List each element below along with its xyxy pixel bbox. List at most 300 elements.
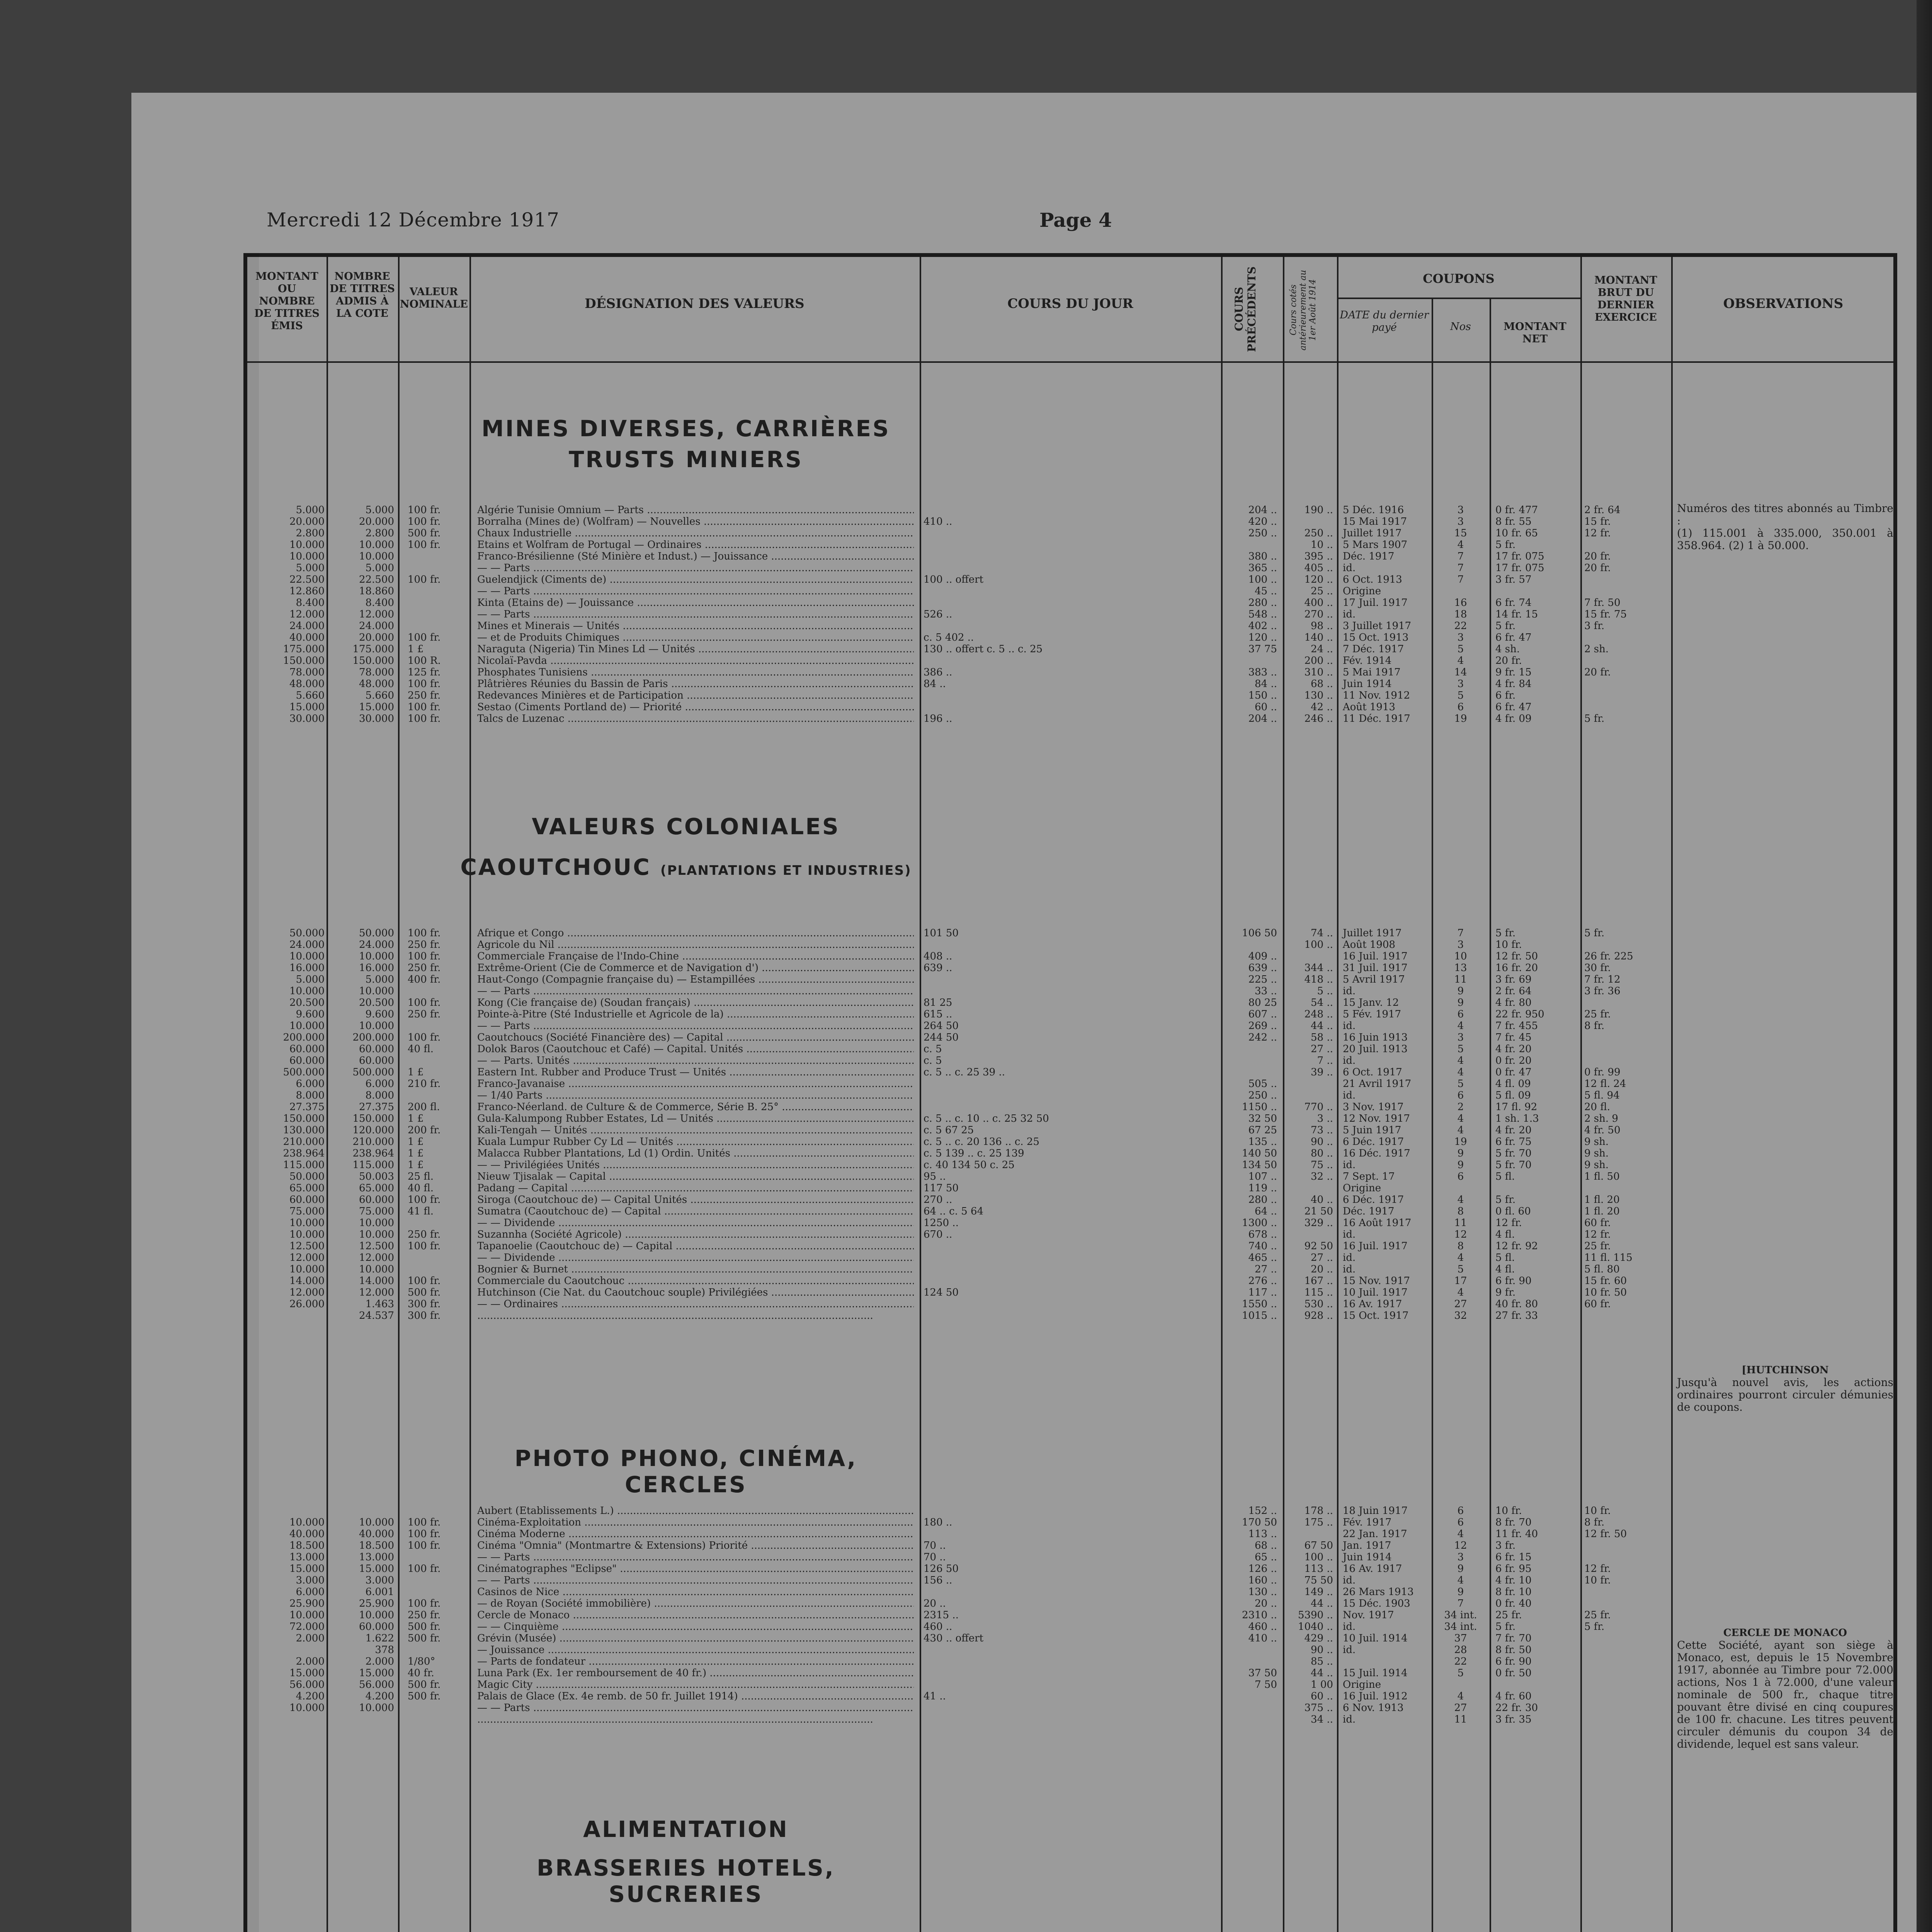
row-admis: 10.000 — [359, 951, 394, 962]
table-row — [0, 1009, 1893, 1020]
row-cours-ant: 58 .. — [1311, 1032, 1333, 1043]
row-admis: 200.000 — [352, 1032, 394, 1043]
row-cours-prec: 250 .. — [1248, 527, 1277, 539]
row-emis: 500.000 — [283, 1066, 325, 1078]
row-cours-prec: 204 .. — [1248, 504, 1277, 516]
table-row — [0, 1078, 1893, 1090]
row-designation: Cinéma-Exploitation ..... — [477, 1517, 914, 1528]
row-coupon-net: 4 fr. 10 — [1495, 1575, 1532, 1586]
header-valeur: VALEUR NOMINALE — [400, 286, 468, 310]
table-row — [0, 1055, 1893, 1066]
row-brut: 60 fr. — [1584, 1217, 1611, 1229]
row-cours-ant: 75 50 — [1304, 1575, 1333, 1586]
row-coupon-no: 3 — [1457, 516, 1464, 527]
row-designation: Cinématographes "Eclipse" ..... — [477, 1563, 914, 1575]
row-cours-prec: 135 .. — [1248, 1136, 1277, 1148]
row-nominal: 250 fr. — [408, 1229, 441, 1240]
table-row — [0, 1551, 1893, 1563]
row-cours-prec: 80 25 — [1248, 997, 1277, 1009]
row-coupon-no: 8 — [1457, 1206, 1464, 1217]
row-coupon-date: id. — [1343, 1020, 1356, 1032]
row-coupon-net: 10 fr. 65 — [1495, 527, 1538, 539]
row-cours-jour: 264 50 — [923, 1020, 959, 1032]
row-nominal: 125 fr. — [408, 667, 441, 678]
row-emis: 12.000 — [289, 1287, 325, 1298]
row-coupon-no: 4 — [1457, 1287, 1464, 1298]
row-nominal: 1 £ — [408, 1148, 424, 1159]
row-admis: 20.500 — [359, 997, 394, 1009]
row-admis: 16.000 — [359, 962, 394, 974]
obs-monaco — [1677, 1627, 1893, 1750]
row-coupon-date: Déc. 1917 — [1343, 551, 1395, 562]
row-designation: Mines et Minerais — Unités ..... — [477, 620, 914, 632]
row-coupon-no: 7 — [1457, 574, 1464, 585]
row-coupon-date: Nov. 1917 — [1343, 1609, 1394, 1621]
row-coupon-no: 9 — [1457, 985, 1464, 997]
row-nominal: 1 £ — [408, 1159, 424, 1171]
row-designation: Plâtrières Réunies du Bassin de Paris ..... — [477, 678, 914, 690]
row-admis: 1.622 — [365, 1633, 394, 1644]
row-coupon-date: 6 Déc. 1917 — [1343, 1194, 1404, 1206]
coupons-rule — [1337, 298, 1580, 299]
row-admis: 15.000 — [359, 1667, 394, 1679]
row-coupon-net: 11 fr. 40 — [1495, 1528, 1538, 1540]
row-emis: 5.000 — [296, 562, 325, 574]
row-coupon-net: 4 fr. 09 — [1495, 713, 1532, 724]
row-cours-jour: 95 .. — [923, 1171, 946, 1182]
row-coupon-net: 6 fr. 90 — [1495, 1656, 1532, 1667]
row-admis: 500.000 — [352, 1066, 394, 1078]
row-designation: — — Parts ..... — [477, 985, 914, 997]
row-coupon-date: Juin 1914 — [1343, 678, 1392, 690]
row-coupon-net: 9 fr. 15 — [1495, 667, 1532, 678]
row-cours-jour: 386 .. — [923, 667, 952, 678]
row-cours-prec: 365 .. — [1248, 562, 1277, 574]
row-emis: 175.000 — [283, 643, 325, 655]
row-cours-ant: 190 .. — [1304, 504, 1333, 516]
row-designation: — — Parts ..... — [477, 1551, 914, 1563]
row-coupon-date: 7 Sept. 17 — [1343, 1171, 1395, 1182]
row-cours-ant: 92 50 — [1304, 1240, 1333, 1252]
row-cours-prec: 45 .. — [1255, 585, 1277, 597]
row-cours-prec: 134 50 — [1242, 1159, 1277, 1171]
section-subtitle-main: CAOUTCHOUC — [460, 854, 651, 880]
header-brut: MONTANT BRUT DU DERNIER EXERCICE — [1594, 274, 1657, 323]
row-brut: 4 fr. 50 — [1584, 1124, 1621, 1136]
row-cours-ant: 250 .. — [1304, 527, 1333, 539]
row-admis: 175.000 — [352, 643, 394, 655]
row-coupon-net: 5 fr. — [1495, 539, 1516, 551]
row-nominal: 100 fr. — [408, 1275, 441, 1287]
table-row — [0, 1240, 1893, 1252]
row-coupon-no: 3 — [1457, 939, 1464, 951]
row-emis: 6.000 — [296, 1586, 325, 1598]
row-admis: 12.000 — [359, 1287, 394, 1298]
row-cours-ant: 34 .. — [1311, 1714, 1333, 1725]
row-cours-prec: 607 .. — [1248, 1009, 1277, 1020]
row-nominal: 250 fr. — [408, 1009, 441, 1020]
row-nominal: 100 fr. — [408, 951, 441, 962]
row-emis: 10.000 — [289, 1702, 325, 1714]
row-cours-ant: 1040 .. — [1298, 1621, 1333, 1633]
row-admis: 24.537 — [359, 1310, 394, 1321]
row-coupon-no: 4 — [1457, 1690, 1464, 1702]
row-coupon-date: id. — [1343, 609, 1356, 620]
row-coupon-date: Origine — [1343, 1679, 1381, 1690]
table-row — [0, 951, 1893, 962]
row-admis: 10.000 — [359, 539, 394, 551]
table-row — [0, 713, 1893, 724]
row-designation: Haut-Congo (Compagnie française du) — Estampillées ..... — [477, 974, 914, 985]
row-coupon-no: 12 — [1454, 1540, 1467, 1551]
row-admis: 50.000 — [359, 927, 394, 939]
table-row — [0, 1633, 1893, 1644]
row-admis: 210.000 — [352, 1136, 394, 1148]
row-cours-ant: 149 .. — [1304, 1586, 1333, 1598]
row-cours-jour: 41 .. — [923, 1690, 946, 1702]
row-brut: 12 fr. — [1584, 1563, 1611, 1575]
row-nominal: 40 fl. — [408, 1182, 434, 1194]
row-cours-jour: c. 5 .. c. 20 136 .. c. 25 — [923, 1136, 1039, 1148]
row-coupon-net: 8 fr. 55 — [1495, 516, 1532, 527]
row-nominal: 500 fr. — [408, 1690, 441, 1702]
table-row — [0, 1702, 1893, 1714]
row-cours-prec: 1015 .. — [1242, 1310, 1277, 1321]
row-coupon-net: 6 fr. 74 — [1495, 597, 1532, 609]
row-cours-prec: 33 .. — [1255, 985, 1277, 997]
row-admis: 10.000 — [359, 1702, 394, 1714]
row-coupon-date: Déc. 1917 — [1343, 1206, 1395, 1217]
row-nominal: 100 fr. — [408, 539, 441, 551]
row-brut: 0 fr. 99 — [1584, 1066, 1621, 1078]
row-cours-prec: 276 .. — [1248, 1275, 1277, 1287]
row-designation: Cercle de Monaco ..... — [477, 1609, 914, 1621]
row-coupon-net: 4 fl. — [1495, 1264, 1515, 1275]
row-designation: Bognier & Burnet ..... — [477, 1264, 914, 1275]
row-nominal: 100 fr. — [408, 1528, 441, 1540]
row-coupon-no: 4 — [1457, 1113, 1464, 1124]
row-admis: 12.000 — [359, 1252, 394, 1264]
row-nominal: 500 fr. — [408, 1287, 441, 1298]
row-coupon-date: 15 Oct. 1913 — [1343, 632, 1409, 643]
row-brut: 10 fr. — [1584, 1575, 1611, 1586]
row-brut: 1 fl. 50 — [1584, 1171, 1620, 1182]
row-brut: 25 fr. — [1584, 1609, 1611, 1621]
row-coupon-no: 4 — [1457, 1055, 1464, 1066]
row-designation: — — Parts ..... — [477, 1020, 914, 1032]
row-emis: 65.000 — [289, 1182, 325, 1194]
row-coupon-net: 8 fr. 10 — [1495, 1586, 1532, 1598]
row-brut: 12 fr. — [1584, 527, 1611, 539]
page-number: Page 4 — [1039, 209, 1112, 231]
row-cours-prec: 410 .. — [1248, 1633, 1277, 1644]
table-row — [0, 504, 1893, 516]
row-brut: 5 fr. — [1584, 1621, 1605, 1633]
row-coupon-date: id. — [1343, 1252, 1356, 1264]
row-coupon-date: 22 Jan. 1917 — [1343, 1528, 1407, 1540]
row-emis: 4.200 — [296, 1690, 325, 1702]
row-cours-prec: 100 .. — [1248, 574, 1277, 585]
row-designation: Naraguta (Nigeria) Tin Mines Ld — Unités ..... — [477, 643, 914, 655]
row-brut: 2 sh. 9 — [1584, 1113, 1618, 1124]
row-cours-ant: 67 50 — [1304, 1540, 1333, 1551]
row-cours-jour: 70 .. — [923, 1551, 946, 1563]
row-designation: Kali-Tengah — Unités ..... — [477, 1124, 914, 1136]
row-cours-jour: c. 5 — [923, 1055, 942, 1066]
row-cours-prec: 639 .. — [1248, 962, 1277, 974]
row-emis: 50.000 — [289, 927, 325, 939]
row-coupon-net: 6 fr. 47 — [1495, 701, 1532, 713]
row-coupon-date: 5 Mars 1907 — [1343, 539, 1408, 551]
row-designation: Sestao (Ciments Portland de) — Priorité ..... — [477, 701, 914, 713]
row-admis: 60.000 — [359, 1055, 394, 1066]
row-brut: 12 fr. 50 — [1584, 1528, 1627, 1540]
table-row — [0, 1714, 1893, 1725]
row-cours-prec: 548 .. — [1248, 609, 1277, 620]
row-coupon-date: Origine — [1343, 1182, 1381, 1194]
row-cours-prec: 269 .. — [1248, 1020, 1277, 1032]
row-admis: 15.000 — [359, 1563, 394, 1575]
row-coupon-no: 6 — [1457, 1517, 1464, 1528]
row-cours-ant: 344 .. — [1304, 962, 1333, 974]
row-nominal: 41 fl. — [408, 1206, 434, 1217]
row-cours-jour: 1250 .. — [923, 1217, 959, 1229]
row-cours-ant: 90 .. — [1311, 1136, 1333, 1148]
row-designation: Casinos de Nice ..... — [477, 1586, 914, 1598]
row-coupon-no: 3 — [1457, 1032, 1464, 1043]
row-emis: 200.000 — [283, 1032, 325, 1043]
row-brut: 7 fr. 50 — [1584, 597, 1621, 609]
row-nominal: 100 fr. — [408, 701, 441, 713]
obs-hutchinson — [1677, 1364, 1893, 1413]
header-rule — [247, 361, 1893, 363]
row-cours-prec: 1550 .. — [1242, 1298, 1277, 1310]
issue-date: Mercredi 12 Décembre 1917 — [267, 209, 560, 231]
row-cours-prec: 64 .. — [1255, 1206, 1277, 1217]
row-coupon-no: 19 — [1454, 713, 1467, 724]
row-designation: Grévin (Musée) ..... — [477, 1633, 914, 1644]
table-row — [0, 1124, 1893, 1136]
row-coupon-net: 10 fr. — [1495, 939, 1522, 951]
row-designation: — — Dividende ..... — [477, 1217, 914, 1229]
row-admis: 378 — [375, 1644, 394, 1656]
rows-coloniales — [0, 927, 1893, 1321]
row-cours-ant: 100 .. — [1304, 1551, 1333, 1563]
row-designation: Redevances Minières et de Participation ..... — [477, 690, 914, 701]
row-coupon-net: 8 fr. 70 — [1495, 1517, 1532, 1528]
row-designation: Nicolaï-Pavda ..... — [477, 655, 914, 667]
table-row — [0, 527, 1893, 539]
row-brut: 8 fr. — [1584, 1517, 1605, 1528]
row-emis: 56.000 — [289, 1679, 325, 1690]
row-coupon-date: 5 Mai 1917 — [1343, 667, 1401, 678]
header-montant: MONTANT OU NOMBRE DE TITRES ÉMIS — [254, 270, 320, 332]
row-cours-ant: 130 .. — [1304, 690, 1333, 701]
row-emis: 27.375 — [289, 1101, 325, 1113]
row-coupon-net: 16 fr. 20 — [1495, 962, 1538, 974]
row-coupon-net: 0 fl. 60 — [1495, 1206, 1531, 1217]
row-coupon-date: 16 Août 1917 — [1343, 1217, 1412, 1229]
row-brut: 15 fr. — [1584, 516, 1611, 527]
row-admis: 10.000 — [359, 1020, 394, 1032]
row-coupon-no: 10 — [1454, 951, 1467, 962]
table-row — [0, 516, 1893, 527]
row-coupon-date: 15 Déc. 1903 — [1343, 1598, 1410, 1609]
table-row — [0, 1136, 1893, 1148]
row-designation: Malacca Rubber Plantations, Ld (1) Ordin. Unités ..... — [477, 1148, 914, 1159]
row-emis: 2.000 — [296, 1633, 325, 1644]
row-admis: 120.000 — [352, 1124, 394, 1136]
row-brut: 5 fr. — [1584, 927, 1605, 939]
row-cours-ant: 90 .. — [1311, 1644, 1333, 1656]
row-coupon-no: 34 int. — [1444, 1621, 1477, 1633]
row-coupon-no: 12 — [1454, 1229, 1467, 1240]
row-cours-jour: c. 5 .. c. 25 39 .. — [923, 1066, 1005, 1078]
row-coupon-date: Juillet 1917 — [1343, 927, 1402, 939]
row-admis: 1.463 — [365, 1298, 394, 1310]
row-coupon-date: 10 Juil. 1917 — [1343, 1287, 1408, 1298]
row-emis: 22.500 — [289, 574, 325, 585]
row-coupon-no: 5 — [1457, 1043, 1464, 1055]
section-title: MINES DIVERSES, CARRIÈRES — [481, 415, 890, 442]
row-coupon-net: 5 fr. 70 — [1495, 1148, 1532, 1159]
row-coupon-net: 12 fr. 50 — [1495, 951, 1538, 962]
header-cours-jour: COURS DU JOUR — [1007, 296, 1133, 311]
row-coupon-net: 10 fr. — [1495, 1505, 1522, 1517]
row-designation: Aubert (Etablissements L.) ..... — [477, 1505, 914, 1517]
row-coupon-date: 3 Juillet 1917 — [1343, 620, 1412, 632]
table-row — [0, 585, 1893, 597]
row-cours-jour: 2315 .. — [923, 1609, 959, 1621]
row-admis: 18.500 — [359, 1540, 394, 1551]
row-cours-jour: 244 50 — [923, 1032, 959, 1043]
row-coupon-date: 15 Janv. 12 — [1343, 997, 1399, 1009]
row-admis: 30.000 — [359, 713, 394, 724]
row-cours-jour: 130 .. offert c. 5 .. c. 25 — [923, 643, 1043, 655]
row-cours-prec: 150 .. — [1248, 690, 1277, 701]
row-emis: 24.000 — [289, 620, 325, 632]
row-brut: 15 fr. 75 — [1584, 609, 1627, 620]
row-emis: 20.500 — [289, 997, 325, 1009]
row-designation: — — Parts. Unités ..... — [477, 1055, 914, 1066]
row-emis: 3.000 — [296, 1575, 325, 1586]
row-brut: 3 fr. — [1584, 620, 1605, 632]
row-cours-prec: 117 .. — [1248, 1287, 1277, 1298]
row-designation: Borralha (Mines de) (Wolfram) — Nouvelles ..... — [477, 516, 914, 527]
row-admis: 4.200 — [365, 1690, 394, 1702]
table-row — [0, 690, 1893, 701]
table-row — [0, 927, 1893, 939]
row-nominal: 250 fr. — [408, 962, 441, 974]
row-cours-ant: 405 .. — [1304, 562, 1333, 574]
row-cours-jour: 526 .. — [923, 609, 952, 620]
row-coupon-no: 4 — [1457, 1528, 1464, 1540]
row-cours-jour: 126 50 — [923, 1563, 959, 1575]
row-cours-prec: 67 25 — [1248, 1124, 1277, 1136]
row-admis: 24.000 — [359, 620, 394, 632]
row-coupon-net: 6 fr. 75 — [1495, 1136, 1532, 1148]
row-coupon-no: 5 — [1457, 643, 1464, 655]
row-brut: 5 fr. — [1584, 713, 1605, 724]
row-coupon-net: 17 fr. 075 — [1495, 551, 1544, 562]
row-coupon-no: 8 — [1457, 1240, 1464, 1252]
row-designation: Tapanoelie (Caoutchouc de) — Capital ..... — [477, 1240, 914, 1252]
row-coupon-net: 9 fr. — [1495, 1287, 1516, 1298]
row-coupon-no: 3 — [1457, 1551, 1464, 1563]
obs-hutchinson-text: Jusqu'à nouvel avis, les actions ordinaires pourront circuler démunies de coupons. — [1677, 1376, 1893, 1413]
row-coupon-net: 5 fr. — [1495, 1621, 1516, 1633]
row-coupon-net: 6 fr. 95 — [1495, 1563, 1532, 1575]
row-designation: Kuala Lumpur Rubber Cy Ld — Unités ..... — [477, 1136, 914, 1148]
row-admis: 5.000 — [365, 562, 394, 574]
table-row — [0, 1043, 1893, 1055]
row-designation: Gula-Kalumpong Rubber Estates, Ld — Unités ..... — [477, 1113, 914, 1124]
row-emis: 5.000 — [296, 974, 325, 985]
row-cours-prec: 250 .. — [1248, 1090, 1277, 1101]
row-admis: 238.964 — [352, 1148, 394, 1159]
table-row — [0, 678, 1893, 690]
table-row — [0, 1113, 1893, 1124]
row-designation: Etains et Wolfram de Portugal — Ordinaires ..... — [477, 539, 914, 551]
row-cours-jour: 270 .. — [923, 1194, 952, 1206]
table-row — [0, 1252, 1893, 1264]
row-emis: 10.000 — [289, 539, 325, 551]
row-emis: 50.000 — [289, 1171, 325, 1182]
row-nominal: 100 fr. — [408, 574, 441, 585]
row-cours-jour: 670 .. — [923, 1229, 952, 1240]
table-row — [0, 1505, 1893, 1517]
row-coupon-net: 7 fr. 455 — [1495, 1020, 1538, 1032]
row-coupon-date: Juillet 1917 — [1343, 527, 1402, 539]
row-cours-prec: 32 50 — [1248, 1113, 1277, 1124]
table-row — [0, 701, 1893, 713]
row-coupon-no: 13 — [1454, 962, 1467, 974]
row-coupon-no: 34 int. — [1444, 1609, 1477, 1621]
row-cours-ant: 928 .. — [1304, 1310, 1333, 1321]
row-nominal: 500 fr. — [408, 1621, 441, 1633]
row-emis: 150.000 — [283, 1113, 325, 1124]
row-designation: Luna Park (Ex. 1er remboursement de 40 fr.) ..... — [477, 1667, 914, 1679]
row-designation: Kinta (Etains de) — Jouissance ..... — [477, 597, 914, 609]
row-brut: 2 fr. 64 — [1584, 504, 1621, 516]
row-coupon-no: 4 — [1457, 539, 1464, 551]
row-emis: 8.400 — [296, 597, 325, 609]
row-cours-ant: 74 .. — [1311, 927, 1333, 939]
table-row — [0, 1194, 1893, 1206]
row-designation: Cinéma "Omnia" (Montmartre & Extensions) Priorité ..... — [477, 1540, 914, 1551]
row-cours-ant: 113 .. — [1304, 1563, 1333, 1575]
row-admis: 12.500 — [359, 1240, 394, 1252]
row-coupon-net: 3 fr. — [1495, 1540, 1516, 1551]
row-nominal: 300 fr. — [408, 1298, 441, 1310]
row-cours-prec: 107 .. — [1248, 1171, 1277, 1182]
row-coupon-net: 4 fr. 84 — [1495, 678, 1532, 690]
row-admis: 50.003 — [359, 1171, 394, 1182]
row-admis: 6.001 — [365, 1586, 394, 1598]
table-row — [0, 1528, 1893, 1540]
row-coupon-net: 40 fr. 80 — [1495, 1298, 1538, 1310]
row-coupon-date: 11 Nov. 1912 — [1343, 690, 1410, 701]
row-coupon-date: id. — [1343, 1159, 1356, 1171]
row-coupon-net: 4 fr. 20 — [1495, 1043, 1532, 1055]
row-cours-ant: 1 00 — [1311, 1679, 1333, 1690]
row-coupon-no: 5 — [1457, 1078, 1464, 1090]
row-coupon-net: 5 fr. 70 — [1495, 1159, 1532, 1171]
row-coupon-net: 5 fr. — [1495, 1194, 1516, 1206]
row-brut: 8 fr. — [1584, 1020, 1605, 1032]
row-admis: 10.000 — [359, 1229, 394, 1240]
table-row — [0, 997, 1893, 1009]
